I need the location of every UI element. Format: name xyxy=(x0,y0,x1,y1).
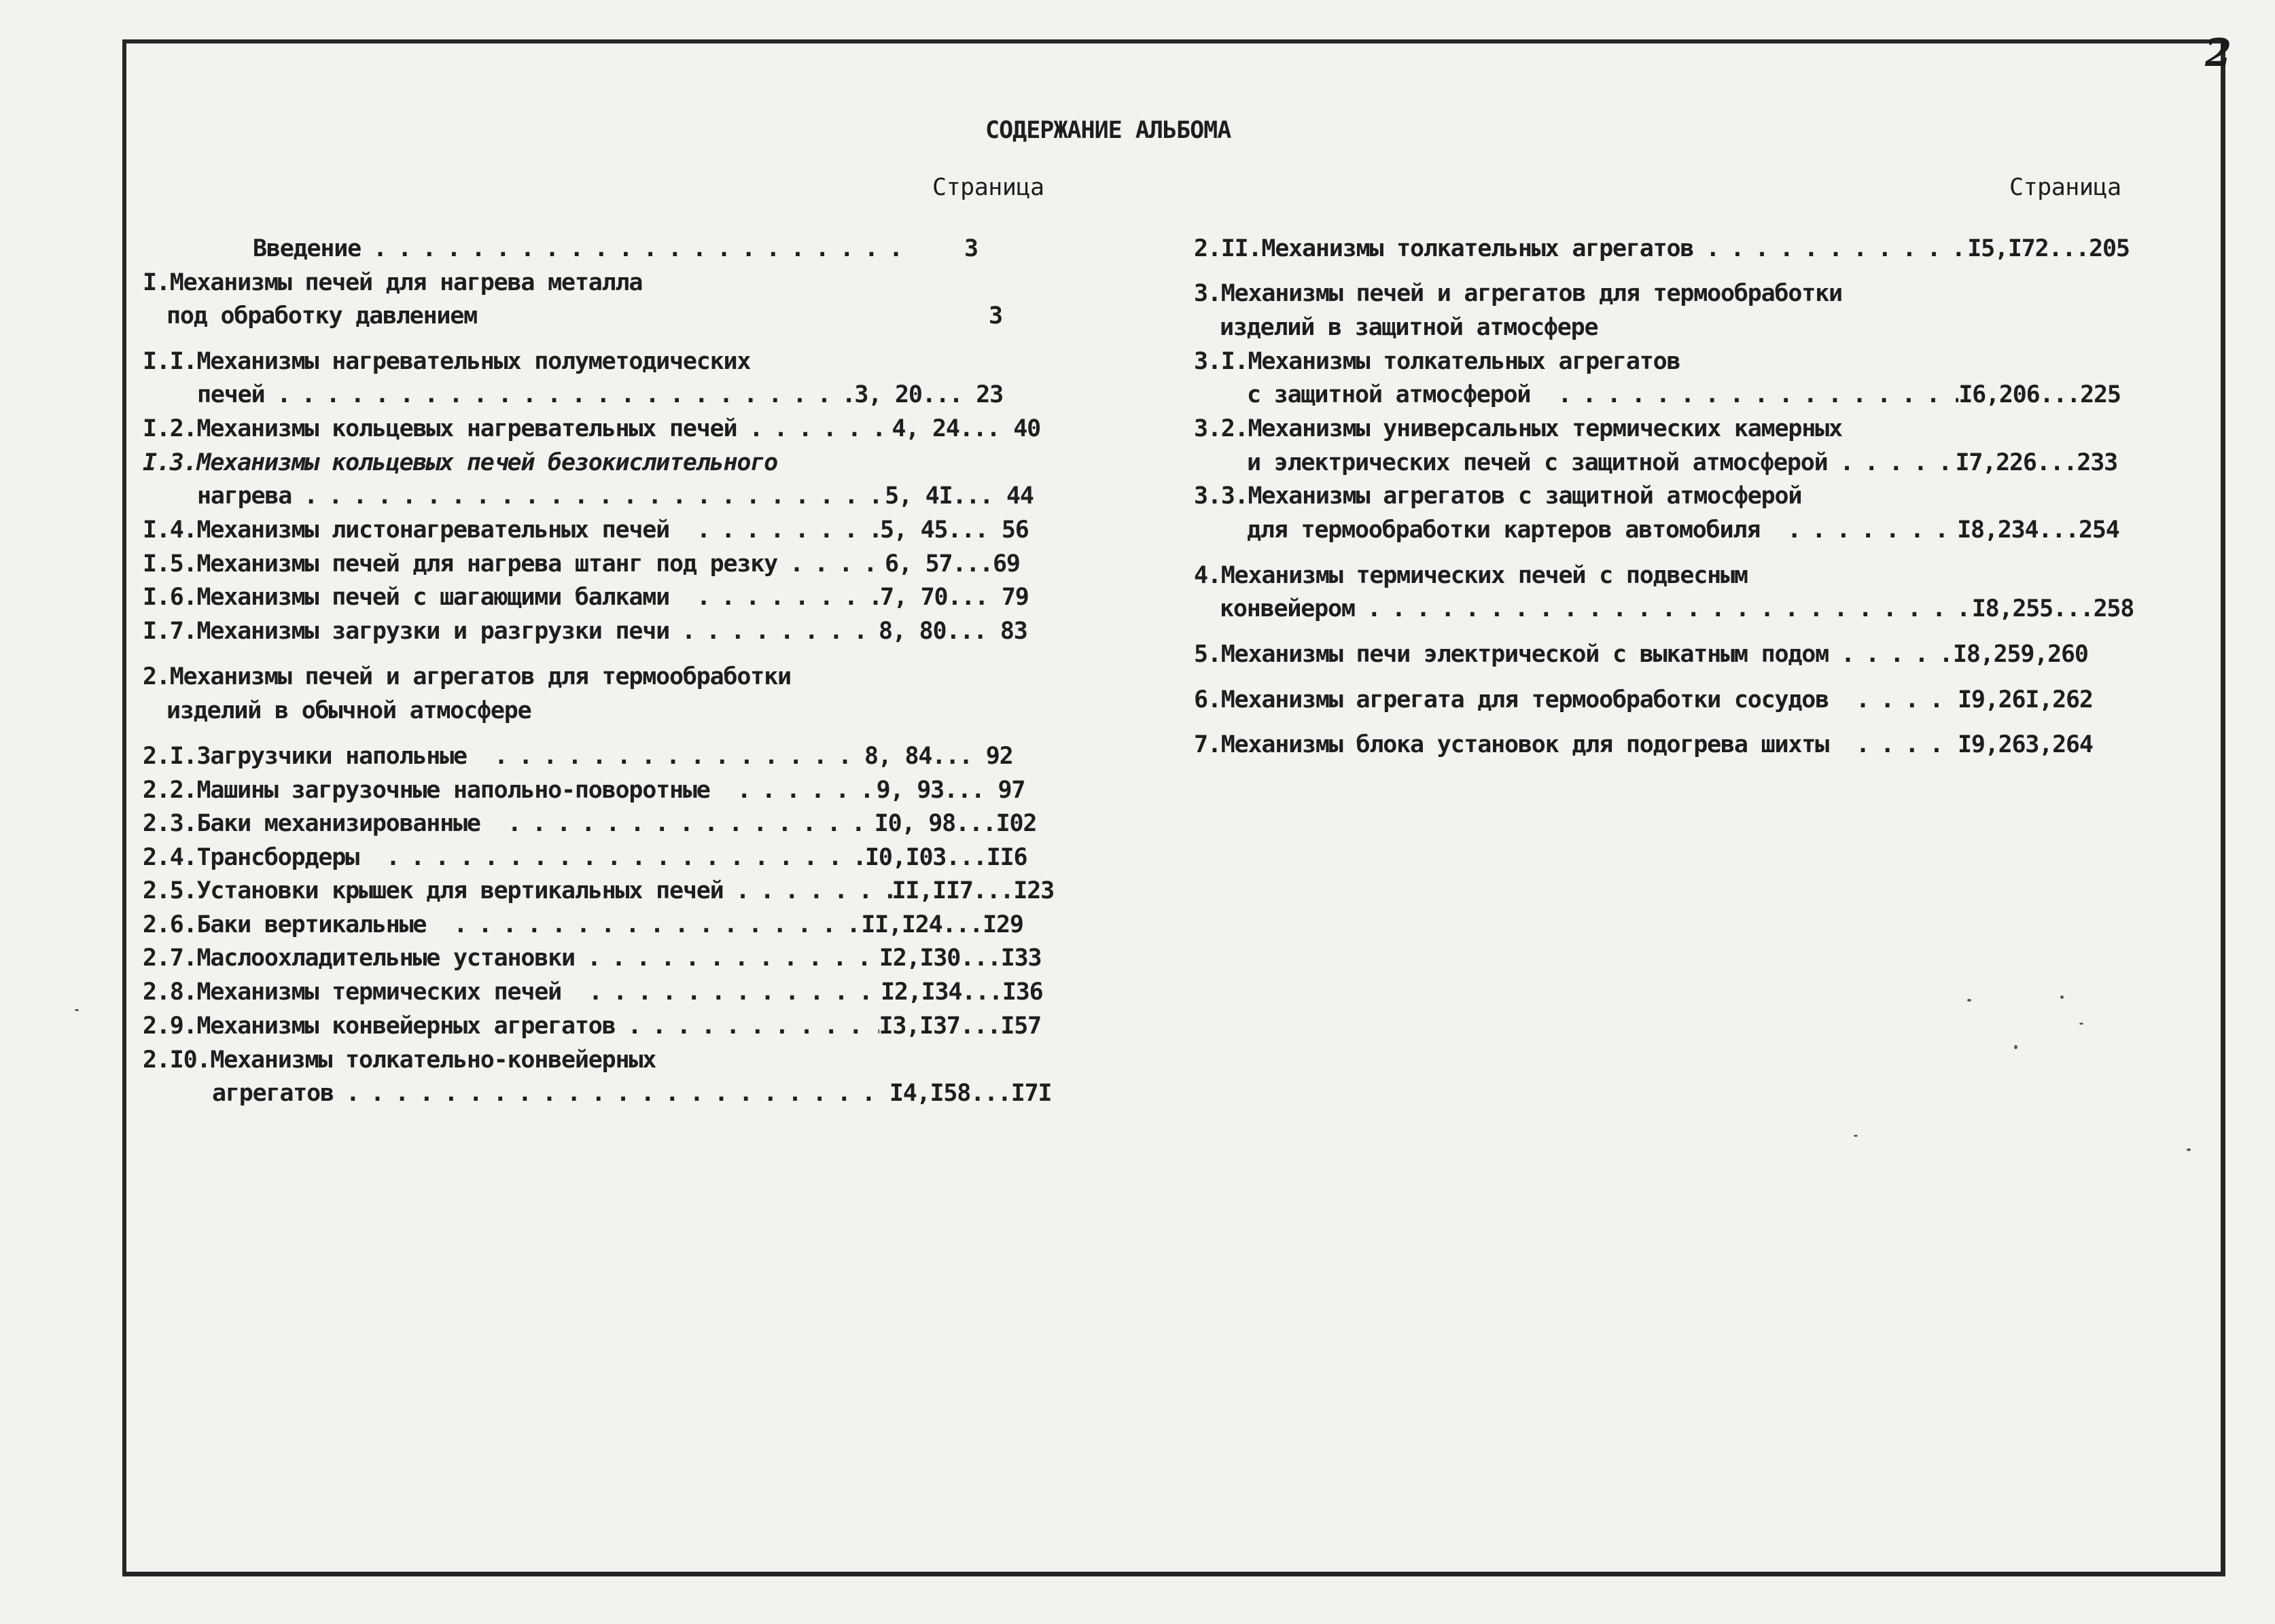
page-column-header-left: Страница xyxy=(932,174,1044,201)
toc-entry-1-7: I.7.Механизмы загрузки и разгрузки печи. . . 8, 80... 83 xyxy=(143,616,1027,646)
sheet-number: 2 xyxy=(2205,31,2232,75)
toc-entry-2-7: 2.7.Маслоохладительные установки. . . I2,I30...I33 xyxy=(143,943,1041,973)
toc-entry-2-11: 2.II.Механизмы толкательных агрегатов. . . I5,I72...205 xyxy=(1194,234,2130,264)
toc-entry-3-1-cont: с защитной атмосферой. . . I6,206...225 xyxy=(1247,380,2121,410)
toc-entry-1-6: I.6.Механизмы печей с шагающими балками. . . 7, 70... 79 xyxy=(143,582,1029,612)
scan-speck xyxy=(1854,1135,1858,1137)
toc-entry-1-4: I.4.Механизмы листонагревательных печей. . . 5, 45... 56 xyxy=(143,515,1029,545)
toc-entry-1-3: I.3.Механизмы кольцевых печей безокислительного xyxy=(143,449,777,476)
scan-speck xyxy=(2014,1045,2017,1049)
toc-entry-2-8: 2.8.Механизмы термических печей. . . I2,I34...I36 xyxy=(143,977,1043,1007)
toc-entry-section-1: I.Механизмы печей для нагрева металла xyxy=(143,269,643,296)
page-column-header-right: Страница xyxy=(2009,174,2121,201)
toc-entry-2-9: 2.9.Механизмы конвейерных агрегатов. . . I3,I37...I57 xyxy=(143,1011,1041,1041)
toc-entry-2-4: 2.4.Трансбордеры. . . I0,I03...II6 xyxy=(143,843,1027,872)
toc-entry-section-3: 3.Механизмы печей и агрегатов для термообработки xyxy=(1194,280,1842,307)
toc-entry-section-4-cont: конвейером. . . I8,255...258 xyxy=(1220,594,2134,624)
toc-entry-section-4: 4.Механизмы термических печей с подвесным xyxy=(1194,562,1748,589)
scan-speck xyxy=(2079,1023,2083,1025)
scan-speck xyxy=(75,1009,79,1011)
scan-speck xyxy=(2060,995,2064,999)
toc-entry-3-2: 3.2.Механизмы универсальных термических камерных xyxy=(1194,415,1842,442)
toc-entry-intro: Введение. . . 3 xyxy=(253,234,978,264)
scan-speck xyxy=(1967,999,1971,1002)
toc-entry-2-5: 2.5.Установки крышек для вертикальных печей. . . II,II7...I23 xyxy=(143,876,1054,906)
toc-entry-section-5: 5.Механизмы печи электрической с выкатным подом. . . I8,259,260 xyxy=(1194,639,2088,669)
toc-entry-3-1: 3.I.Механизмы толкательных агрегатов xyxy=(1194,348,1680,375)
toc-entry-1-5: I.5.Механизмы печей для нагрева штанг под резку. . . 6, 57...69 xyxy=(143,549,1020,579)
toc-entry-1-3-cont: нагрева. . . 5, 4I... 44 xyxy=(197,481,1034,511)
toc-entry-3-3-cont: для термообработки картеров автомобиля. . . I8,234...254 xyxy=(1247,515,2119,545)
toc-entry-section-6: 6.Механизмы агрегата для термообработки сосудов. . . I9,26I,262 xyxy=(1194,685,2093,715)
toc-entry-1-1: I.I.Механизмы нагревательных полуметодических xyxy=(143,348,751,375)
toc-entry-3-2-cont: и электрических печей с защитной атмосферой. . . I7,226...233 xyxy=(1247,448,2117,478)
toc-entry-section-2: 2.Механизмы печей и агрегатов для термообработки xyxy=(143,663,791,690)
page-title: СОДЕРЖАНИЕ АЛЬБОМА xyxy=(985,117,1231,144)
toc-entry-2-1: 2.I.Загрузчики напольные. . . 8, 84... 92 xyxy=(143,741,1013,771)
toc-entry-2-10-cont: агрегатов. . . I4,I58...I7I xyxy=(212,1078,1051,1108)
toc-entry-section-2-cont: изделий в обычной атмосфере xyxy=(166,697,531,724)
toc-entry-section-3-cont: изделий в защитной атмосфере xyxy=(1220,314,1598,341)
toc-entry-1-1-cont: печей. . . 3, 20... 23 xyxy=(197,380,1003,410)
toc-entry-section-1-cont: под обработку давлением 3 xyxy=(166,302,1002,330)
toc-entry-1-2: I.2.Механизмы кольцевых нагревательных печей. . . 4, 24... 40 xyxy=(143,414,1040,444)
scan-speck xyxy=(2187,1148,2191,1151)
toc-entry-section-7: 7.Механизмы блока установок для подогрева шихты. . . I9,263,264 xyxy=(1194,730,2093,760)
toc-entry-3-3: 3.3.Механизмы агрегатов с защитной атмосферой xyxy=(1194,482,1802,510)
toc-entry-2-2: 2.2.Машины загрузочные напольно-поворотные. . . 9, 93... 97 xyxy=(143,775,1025,805)
toc-entry-2-10: 2.I0.Механизмы толкательно-конвейерных xyxy=(143,1046,656,1074)
toc-entry-2-6: 2.6.Баки вертикальные. . . II,I24...I29 xyxy=(143,910,1023,940)
toc-entry-2-3: 2.3.Баки механизированные. . . I0, 98...I02 xyxy=(143,809,1036,839)
